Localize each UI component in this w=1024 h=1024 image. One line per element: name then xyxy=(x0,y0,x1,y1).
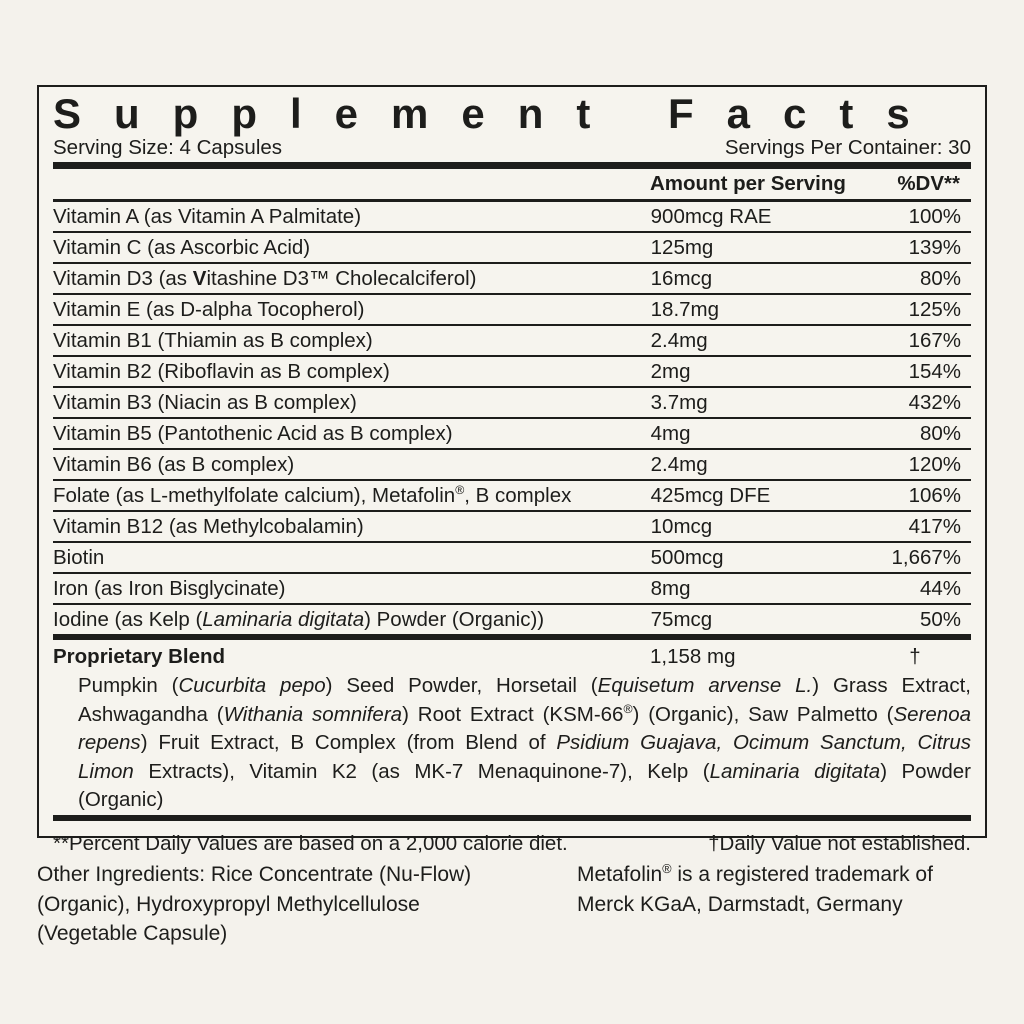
table-row xyxy=(53,511,971,542)
row-label: Vitamin D3 (as Vitashine D3™ Cholecalciferol) xyxy=(53,263,651,294)
supplement-facts-panel xyxy=(37,85,987,855)
row-amount: 2mg xyxy=(651,356,861,387)
below-panel-section xyxy=(37,860,955,949)
trademark-note: Metafolin® is a registered trademark of Merck KGaA, Darmstadt, Germany xyxy=(577,862,933,916)
facts-rows xyxy=(53,202,971,634)
table-row xyxy=(53,542,971,573)
row-dv: 100% xyxy=(861,202,971,232)
row-label: Vitamin B1 (Thiamin as B complex) xyxy=(53,325,651,356)
row-amount: 3.7mg xyxy=(651,387,861,418)
row-dv: 80% xyxy=(861,263,971,294)
row-label: Vitamin C (as Ascorbic Acid) xyxy=(53,232,651,263)
row-amount: 500mcg xyxy=(651,542,861,573)
row-dv: 1,667% xyxy=(861,542,971,573)
table-row xyxy=(53,480,971,511)
row-label: Vitamin B6 (as B complex) xyxy=(53,449,651,480)
table-row xyxy=(53,263,971,294)
row-dv: 125% xyxy=(861,294,971,325)
table-row xyxy=(53,449,971,480)
row-dv: 120% xyxy=(861,449,971,480)
serving-size: Serving Size: 4 Capsules xyxy=(53,136,283,159)
row-amount: 18.7mg xyxy=(651,294,861,325)
table-row xyxy=(53,387,971,418)
row-dv: 432% xyxy=(861,387,971,418)
blend-name: Proprietary Blend xyxy=(53,645,226,668)
column-header-spacer xyxy=(53,169,650,199)
row-dv: 417% xyxy=(861,511,971,542)
servings-per-container: Servings Per Container: 30 xyxy=(724,136,971,159)
row-label: Vitamin B3 (Niacin as B complex) xyxy=(53,387,651,418)
row-label: Vitamin B5 (Pantothenic Acid as B complex) xyxy=(53,418,651,449)
row-amount: 2.4mg xyxy=(651,325,861,356)
row-amount: 75mcg xyxy=(650,608,713,631)
row-label: Folate (as L-methylfolate calcium), Metafolin®, B complex xyxy=(53,480,651,511)
blend-description: Pumpkin (Cucurbita pepo) Seed Powder, Horsetail (Equisetum arvense L.) Grass Extract, Ashwagandha (Withania somnifera) Root Extract (KSM-66®) (Organic), Saw Palmetto (Serenoa repens) Fruit Extract, B Complex (from Blend of Psidium Guajava, Ocimum Sanctum, Citrus Limon Extracts), Vitamin K2 (as MK-7 Menaquinone-7), Kelp (Laminaria digitata) Powder (Organic) xyxy=(78,674,972,811)
row-label: Vitamin B2 (Riboflavin as B complex) xyxy=(53,356,651,387)
blend-dv-dagger: † xyxy=(909,645,921,668)
footnote-row xyxy=(53,821,971,858)
page-title: Supplement Facts xyxy=(53,90,943,137)
row-amount: 425mcg DFE xyxy=(651,480,861,511)
row-amount: 10mcg xyxy=(651,511,861,542)
facts-table xyxy=(53,202,971,634)
row-label: Vitamin A (as Vitamin A Palmitate) xyxy=(53,202,651,232)
row-amount: 4mg xyxy=(651,418,861,449)
header-divider-bar xyxy=(53,162,971,169)
row-dv: 44% xyxy=(861,573,971,604)
table-row xyxy=(53,202,971,232)
table-row xyxy=(53,294,971,325)
row-amount: 125mg xyxy=(651,232,861,263)
other-ingredients: Other Ingredients: Rice Concentrate (Nu-Flow) (Organic), Hydroxypropyl Methylcellulose (Vegetable Capsule) xyxy=(37,863,472,945)
blend-amount: 1,158 mg xyxy=(650,645,736,668)
row-amount: 16mcg xyxy=(651,263,861,294)
row-dv: 106% xyxy=(861,480,971,511)
row-amount: 8mg xyxy=(651,573,861,604)
row-amount: 2.4mg xyxy=(651,449,861,480)
row-dv: 167% xyxy=(861,325,971,356)
row-amount: 900mcg RAE xyxy=(651,202,861,232)
row-dv: 80% xyxy=(861,418,971,449)
proprietary-blend-row xyxy=(53,640,971,672)
table-row xyxy=(53,573,971,604)
table-row xyxy=(53,325,971,356)
row-label: Iodine (as Kelp (Laminaria digitata) Powder (Organic)) xyxy=(53,608,545,631)
column-header-row xyxy=(53,169,971,202)
row-dv: 154% xyxy=(861,356,971,387)
table-row xyxy=(53,604,971,634)
column-header-dv: %DV** xyxy=(897,172,960,195)
footnote-dagger: †Daily Value not established. xyxy=(708,831,971,855)
table-row xyxy=(53,418,971,449)
row-dv: 50% xyxy=(919,608,961,631)
footnote-daily-values: **Percent Daily Values are based on a 2,000 calorie diet. xyxy=(53,831,568,855)
row-label: Vitamin B12 (as Methylcobalamin) xyxy=(53,511,651,542)
row-dv: 139% xyxy=(861,232,971,263)
row-label: Biotin xyxy=(53,542,651,573)
table-row xyxy=(53,232,971,263)
row-label: Vitamin E (as D-alpha Tocopherol) xyxy=(53,294,651,325)
table-row xyxy=(53,356,971,387)
serving-info-row xyxy=(53,134,971,162)
row-label: Iron (as Iron Bisglycinate) xyxy=(53,573,651,604)
column-header-amount: Amount per Serving xyxy=(650,172,846,195)
